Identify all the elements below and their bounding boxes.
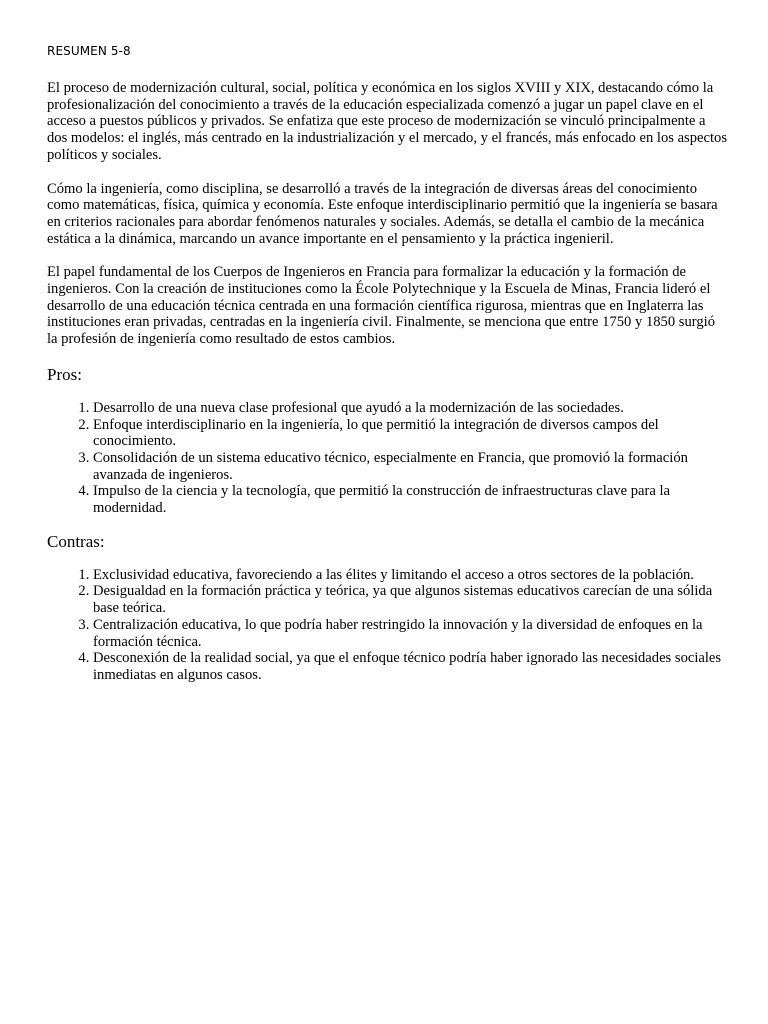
list-item: 1. Desarrollo de una nueva clase profesional que ayudó a la modernización de las sociedades. <box>93 400 727 417</box>
list-item: 1. Exclusividad educativa, favoreciendo a las élites y limitando el acceso a otros sectores de la población. <box>93 567 727 584</box>
list-item: 3. Centralización educativa, lo que podría haber restringido la innovación y la diversidad de enfoques en la formación técnica. <box>93 617 727 650</box>
list-item: 3. Consolidación de un sistema educativo técnico, especialmente en Francia, que promovió la formación avanzada de ingenieros. <box>93 450 727 483</box>
paragraph-engineering-corps: El papel fundamental de los Cuerpos de Ingenieros en Francia para formalizar la educación y la formación de ingenieros. Con la creación de instituciones como la École Polytechnique y la Escuela de Minas, Francia lideró el desarrollo de una educación técnica centrada en una formación científica rigurosa, mientras que en Inglaterra las instituciones eran privadas, centradas en la ingeniería civil. Finalmente, se menciona que entre 1750 y 1850 surgió la profesión de ingeniería como resultado de estos cambios. <box>47 264 716 348</box>
pros-list <box>47 400 727 517</box>
paragraph-modernization: El proceso de modernización cultural, social, política y económica en los siglos XVIII y XIX, destacando cómo la profesionalización del conocimiento a través de la educación especializada comenzó a jugar un papel clave en el acceso a puestos públicos y privados. Se enfatiza que este proceso de modernización se vinculó principalmente a dos modelos: el inglés, más centrado en la industrialización y el mercado, y el francés, más enfocado en los aspectos políticos y sociales. <box>47 80 728 163</box>
list-item: 2. Desigualdad en la formación práctica y teórica, ya que algunos sistemas educativos carecían de una sólida base teórica. <box>93 583 727 616</box>
list-item: 4. Impulso de la ciencia y la tecnología, que permitió la construcción de infraestructuras clave para la modernidad. <box>93 483 727 516</box>
document-body <box>47 80 727 699</box>
list-item: 4. Desconexión de la realidad social, ya que el enfoque técnico podría haber ignorado las necesidades sociales inmediatas en algunos casos. <box>93 650 727 683</box>
paragraph-engineering-discipline: Cómo la ingeniería, como disciplina, se desarrolló a través de la integración de diversas áreas del conocimiento como matemáticas, física, química y economía. Este enfoque interdisciplinario permitió que la ingeniería se basara en criterios racionales para abordar fenómenos naturales y sociales. Además, se detalla el cambio de la mecánica estática a la dinámica, marcando un avance importante en el pensamiento y la práctica ingenieril. <box>47 180 718 247</box>
contras-heading: Contras: <box>47 531 105 551</box>
document-title: RESUMEN 5-8 <box>47 44 131 58</box>
contras-list <box>47 567 727 684</box>
list-item: 2. Enfoque interdisciplinario en la ingeniería, lo que permitió la integración de diversos campos del conocimiento. <box>93 417 727 450</box>
pros-heading: Pros: <box>47 364 82 384</box>
